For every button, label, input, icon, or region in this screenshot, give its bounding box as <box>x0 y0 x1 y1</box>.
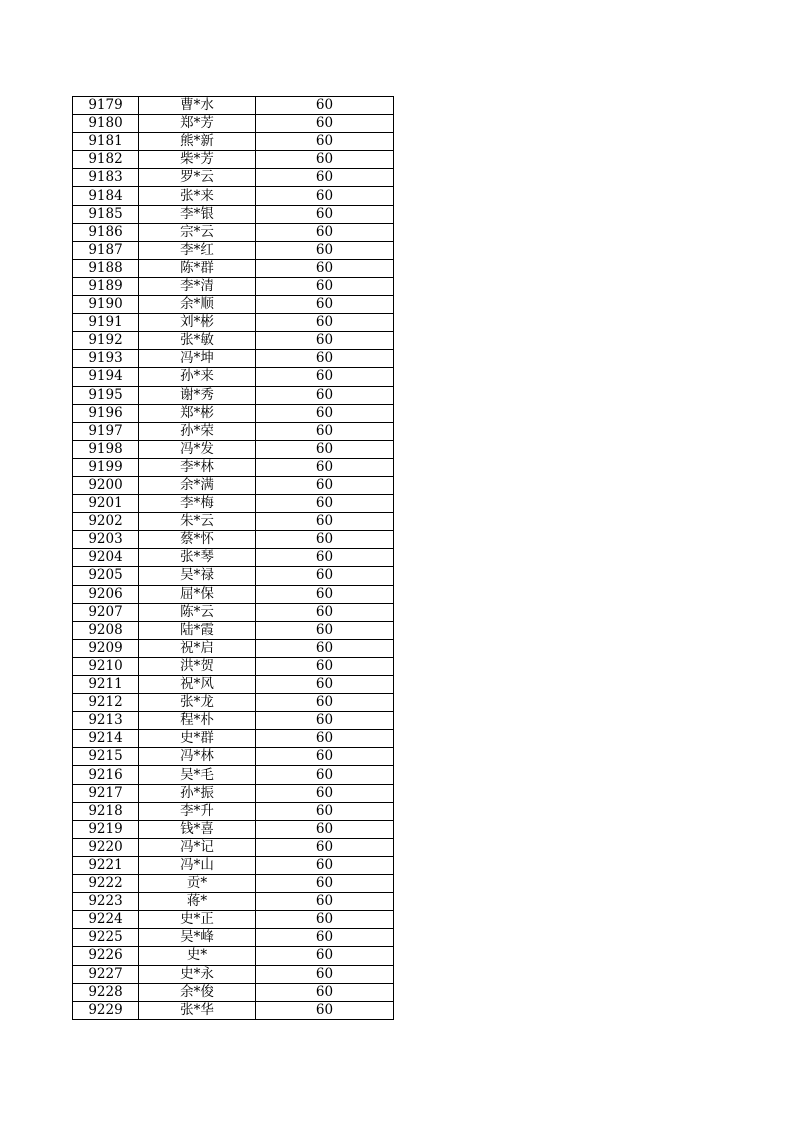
row-id-cell: 9222 <box>73 875 139 893</box>
row-id-cell: 9203 <box>73 531 139 549</box>
row-score-cell: 60 <box>256 314 394 332</box>
row-score-cell: 60 <box>256 241 394 259</box>
row-score-cell: 60 <box>256 603 394 621</box>
row-id-cell: 9214 <box>73 730 139 748</box>
row-score-cell: 60 <box>256 676 394 694</box>
row-name-cell: 曹*水 <box>139 97 256 115</box>
row-score-cell: 60 <box>256 223 394 241</box>
row-id-cell: 9217 <box>73 784 139 802</box>
row-score-cell: 60 <box>256 730 394 748</box>
row-name-cell: 孙*荣 <box>139 422 256 440</box>
row-name-cell: 钱*喜 <box>139 820 256 838</box>
table-row <box>73 476 394 494</box>
row-id-cell: 9212 <box>73 694 139 712</box>
row-id-cell: 9185 <box>73 205 139 223</box>
row-name-cell: 蒋* <box>139 893 256 911</box>
row-id-cell: 9223 <box>73 893 139 911</box>
row-name-cell: 李*清 <box>139 277 256 295</box>
table-row <box>73 386 394 404</box>
roster-table <box>72 96 394 1020</box>
row-score-cell: 60 <box>256 766 394 784</box>
row-id-cell: 9199 <box>73 458 139 476</box>
row-score-cell: 60 <box>256 802 394 820</box>
row-name-cell: 陈*群 <box>139 259 256 277</box>
row-id-cell: 9221 <box>73 856 139 874</box>
table-row <box>73 929 394 947</box>
row-id-cell: 9209 <box>73 639 139 657</box>
row-score-cell: 60 <box>256 386 394 404</box>
row-name-cell: 郑*芳 <box>139 115 256 133</box>
row-id-cell: 9227 <box>73 965 139 983</box>
row-score-cell: 60 <box>256 277 394 295</box>
row-id-cell: 9219 <box>73 820 139 838</box>
row-name-cell: 陆*霞 <box>139 621 256 639</box>
table-row <box>73 205 394 223</box>
row-id-cell: 9206 <box>73 585 139 603</box>
row-id-cell: 9192 <box>73 332 139 350</box>
row-name-cell: 张*华 <box>139 1001 256 1019</box>
table-row <box>73 531 394 549</box>
table-row <box>73 875 394 893</box>
row-score-cell: 60 <box>256 856 394 874</box>
table-row <box>73 296 394 314</box>
row-name-cell: 张*来 <box>139 187 256 205</box>
row-id-cell: 9202 <box>73 513 139 531</box>
table-row <box>73 133 394 151</box>
table-row <box>73 187 394 205</box>
row-id-cell: 9228 <box>73 983 139 1001</box>
row-id-cell: 9188 <box>73 259 139 277</box>
row-id-cell: 9204 <box>73 549 139 567</box>
row-score-cell: 60 <box>256 983 394 1001</box>
row-id-cell: 9189 <box>73 277 139 295</box>
table-row <box>73 368 394 386</box>
row-score-cell: 60 <box>256 784 394 802</box>
table-row <box>73 404 394 422</box>
table-row <box>73 440 394 458</box>
row-score-cell: 60 <box>256 404 394 422</box>
table-row <box>73 712 394 730</box>
row-name-cell: 吴*毛 <box>139 766 256 784</box>
table-row <box>73 585 394 603</box>
row-name-cell: 朱*云 <box>139 513 256 531</box>
row-name-cell: 熊*新 <box>139 133 256 151</box>
row-id-cell: 9200 <box>73 476 139 494</box>
table-row <box>73 97 394 115</box>
table-row <box>73 603 394 621</box>
row-score-cell: 60 <box>256 187 394 205</box>
row-name-cell: 谢*秀 <box>139 386 256 404</box>
table-row <box>73 495 394 513</box>
table-row <box>73 676 394 694</box>
row-name-cell: 冯*山 <box>139 856 256 874</box>
table-row <box>73 223 394 241</box>
row-name-cell: 史* <box>139 947 256 965</box>
row-id-cell: 9224 <box>73 911 139 929</box>
row-name-cell: 柴*芳 <box>139 151 256 169</box>
row-name-cell: 李*红 <box>139 241 256 259</box>
row-id-cell: 9213 <box>73 712 139 730</box>
table-row <box>73 169 394 187</box>
row-id-cell: 9201 <box>73 495 139 513</box>
table-row <box>73 567 394 585</box>
row-id-cell: 9225 <box>73 929 139 947</box>
row-name-cell: 祝*风 <box>139 676 256 694</box>
row-name-cell: 贡* <box>139 875 256 893</box>
row-id-cell: 9208 <box>73 621 139 639</box>
table-row <box>73 241 394 259</box>
table-row <box>73 856 394 874</box>
row-id-cell: 9184 <box>73 187 139 205</box>
row-name-cell: 张*琴 <box>139 549 256 567</box>
row-name-cell: 张*敏 <box>139 332 256 350</box>
roster-table-body <box>73 97 394 1020</box>
row-id-cell: 9181 <box>73 133 139 151</box>
table-row <box>73 277 394 295</box>
row-id-cell: 9216 <box>73 766 139 784</box>
row-name-cell: 孙*振 <box>139 784 256 802</box>
row-score-cell: 60 <box>256 332 394 350</box>
row-name-cell: 陈*云 <box>139 603 256 621</box>
table-row <box>73 947 394 965</box>
row-name-cell: 程*朴 <box>139 712 256 730</box>
row-score-cell: 60 <box>256 133 394 151</box>
row-name-cell: 罗*云 <box>139 169 256 187</box>
row-score-cell: 60 <box>256 875 394 893</box>
table-row <box>73 694 394 712</box>
table-row <box>73 983 394 1001</box>
row-score-cell: 60 <box>256 820 394 838</box>
row-score-cell: 60 <box>256 476 394 494</box>
row-score-cell: 60 <box>256 947 394 965</box>
table-row <box>73 621 394 639</box>
row-score-cell: 60 <box>256 513 394 531</box>
table-row <box>73 314 394 332</box>
row-score-cell: 60 <box>256 748 394 766</box>
row-name-cell: 刘*彬 <box>139 314 256 332</box>
table-row <box>73 422 394 440</box>
row-name-cell: 吴*峰 <box>139 929 256 947</box>
row-score-cell: 60 <box>256 531 394 549</box>
table-row <box>73 893 394 911</box>
row-score-cell: 60 <box>256 296 394 314</box>
row-id-cell: 9210 <box>73 657 139 675</box>
table-row <box>73 965 394 983</box>
row-id-cell: 9226 <box>73 947 139 965</box>
table-row <box>73 259 394 277</box>
row-name-cell: 余*俊 <box>139 983 256 1001</box>
row-score-cell: 60 <box>256 422 394 440</box>
row-score-cell: 60 <box>256 567 394 585</box>
row-name-cell: 冯*发 <box>139 440 256 458</box>
row-name-cell: 李*林 <box>139 458 256 476</box>
row-score-cell: 60 <box>256 440 394 458</box>
row-name-cell: 史*群 <box>139 730 256 748</box>
table-row <box>73 332 394 350</box>
row-id-cell: 9197 <box>73 422 139 440</box>
table-row <box>73 730 394 748</box>
row-name-cell: 孙*来 <box>139 368 256 386</box>
row-id-cell: 9193 <box>73 350 139 368</box>
row-name-cell: 洪*贺 <box>139 657 256 675</box>
table-row <box>73 1001 394 1019</box>
table-row <box>73 784 394 802</box>
row-name-cell: 李*梅 <box>139 495 256 513</box>
row-name-cell: 史*永 <box>139 965 256 983</box>
row-name-cell: 蔡*怀 <box>139 531 256 549</box>
row-id-cell: 9179 <box>73 97 139 115</box>
row-score-cell: 60 <box>256 458 394 476</box>
row-score-cell: 60 <box>256 169 394 187</box>
row-id-cell: 9207 <box>73 603 139 621</box>
row-id-cell: 9211 <box>73 676 139 694</box>
row-score-cell: 60 <box>256 585 394 603</box>
row-id-cell: 9180 <box>73 115 139 133</box>
row-name-cell: 吴*禄 <box>139 567 256 585</box>
row-name-cell: 余*满 <box>139 476 256 494</box>
table-row <box>73 513 394 531</box>
row-score-cell: 60 <box>256 97 394 115</box>
row-id-cell: 9186 <box>73 223 139 241</box>
row-score-cell: 60 <box>256 965 394 983</box>
table-row <box>73 820 394 838</box>
row-score-cell: 60 <box>256 1001 394 1019</box>
table-row <box>73 639 394 657</box>
row-name-cell: 祝*启 <box>139 639 256 657</box>
row-name-cell: 冯*记 <box>139 838 256 856</box>
table-row <box>73 766 394 784</box>
row-id-cell: 9182 <box>73 151 139 169</box>
row-id-cell: 9198 <box>73 440 139 458</box>
row-id-cell: 9220 <box>73 838 139 856</box>
table-row <box>73 802 394 820</box>
row-score-cell: 60 <box>256 495 394 513</box>
row-id-cell: 9215 <box>73 748 139 766</box>
row-name-cell: 郑*彬 <box>139 404 256 422</box>
row-name-cell: 李*升 <box>139 802 256 820</box>
row-score-cell: 60 <box>256 621 394 639</box>
table-row <box>73 458 394 476</box>
row-name-cell: 冯*坤 <box>139 350 256 368</box>
table-row <box>73 151 394 169</box>
table-row <box>73 115 394 133</box>
row-score-cell: 60 <box>256 549 394 567</box>
row-name-cell: 冯*林 <box>139 748 256 766</box>
row-id-cell: 9191 <box>73 314 139 332</box>
row-id-cell: 9195 <box>73 386 139 404</box>
table-row <box>73 911 394 929</box>
row-name-cell: 史*正 <box>139 911 256 929</box>
row-score-cell: 60 <box>256 151 394 169</box>
row-score-cell: 60 <box>256 712 394 730</box>
row-score-cell: 60 <box>256 657 394 675</box>
row-name-cell: 宗*云 <box>139 223 256 241</box>
row-id-cell: 9218 <box>73 802 139 820</box>
row-id-cell: 9229 <box>73 1001 139 1019</box>
row-name-cell: 张*龙 <box>139 694 256 712</box>
row-name-cell: 余*顺 <box>139 296 256 314</box>
table-row <box>73 549 394 567</box>
row-score-cell: 60 <box>256 694 394 712</box>
row-score-cell: 60 <box>256 115 394 133</box>
row-score-cell: 60 <box>256 205 394 223</box>
table-row <box>73 838 394 856</box>
row-id-cell: 9194 <box>73 368 139 386</box>
row-id-cell: 9205 <box>73 567 139 585</box>
row-name-cell: 李*银 <box>139 205 256 223</box>
row-name-cell: 屈*保 <box>139 585 256 603</box>
row-score-cell: 60 <box>256 929 394 947</box>
row-score-cell: 60 <box>256 259 394 277</box>
row-id-cell: 9187 <box>73 241 139 259</box>
row-id-cell: 9183 <box>73 169 139 187</box>
row-score-cell: 60 <box>256 838 394 856</box>
row-id-cell: 9196 <box>73 404 139 422</box>
table-row <box>73 748 394 766</box>
row-score-cell: 60 <box>256 893 394 911</box>
table-row <box>73 657 394 675</box>
row-score-cell: 60 <box>256 911 394 929</box>
row-score-cell: 60 <box>256 639 394 657</box>
row-score-cell: 60 <box>256 368 394 386</box>
row-score-cell: 60 <box>256 350 394 368</box>
row-id-cell: 9190 <box>73 296 139 314</box>
table-row <box>73 350 394 368</box>
